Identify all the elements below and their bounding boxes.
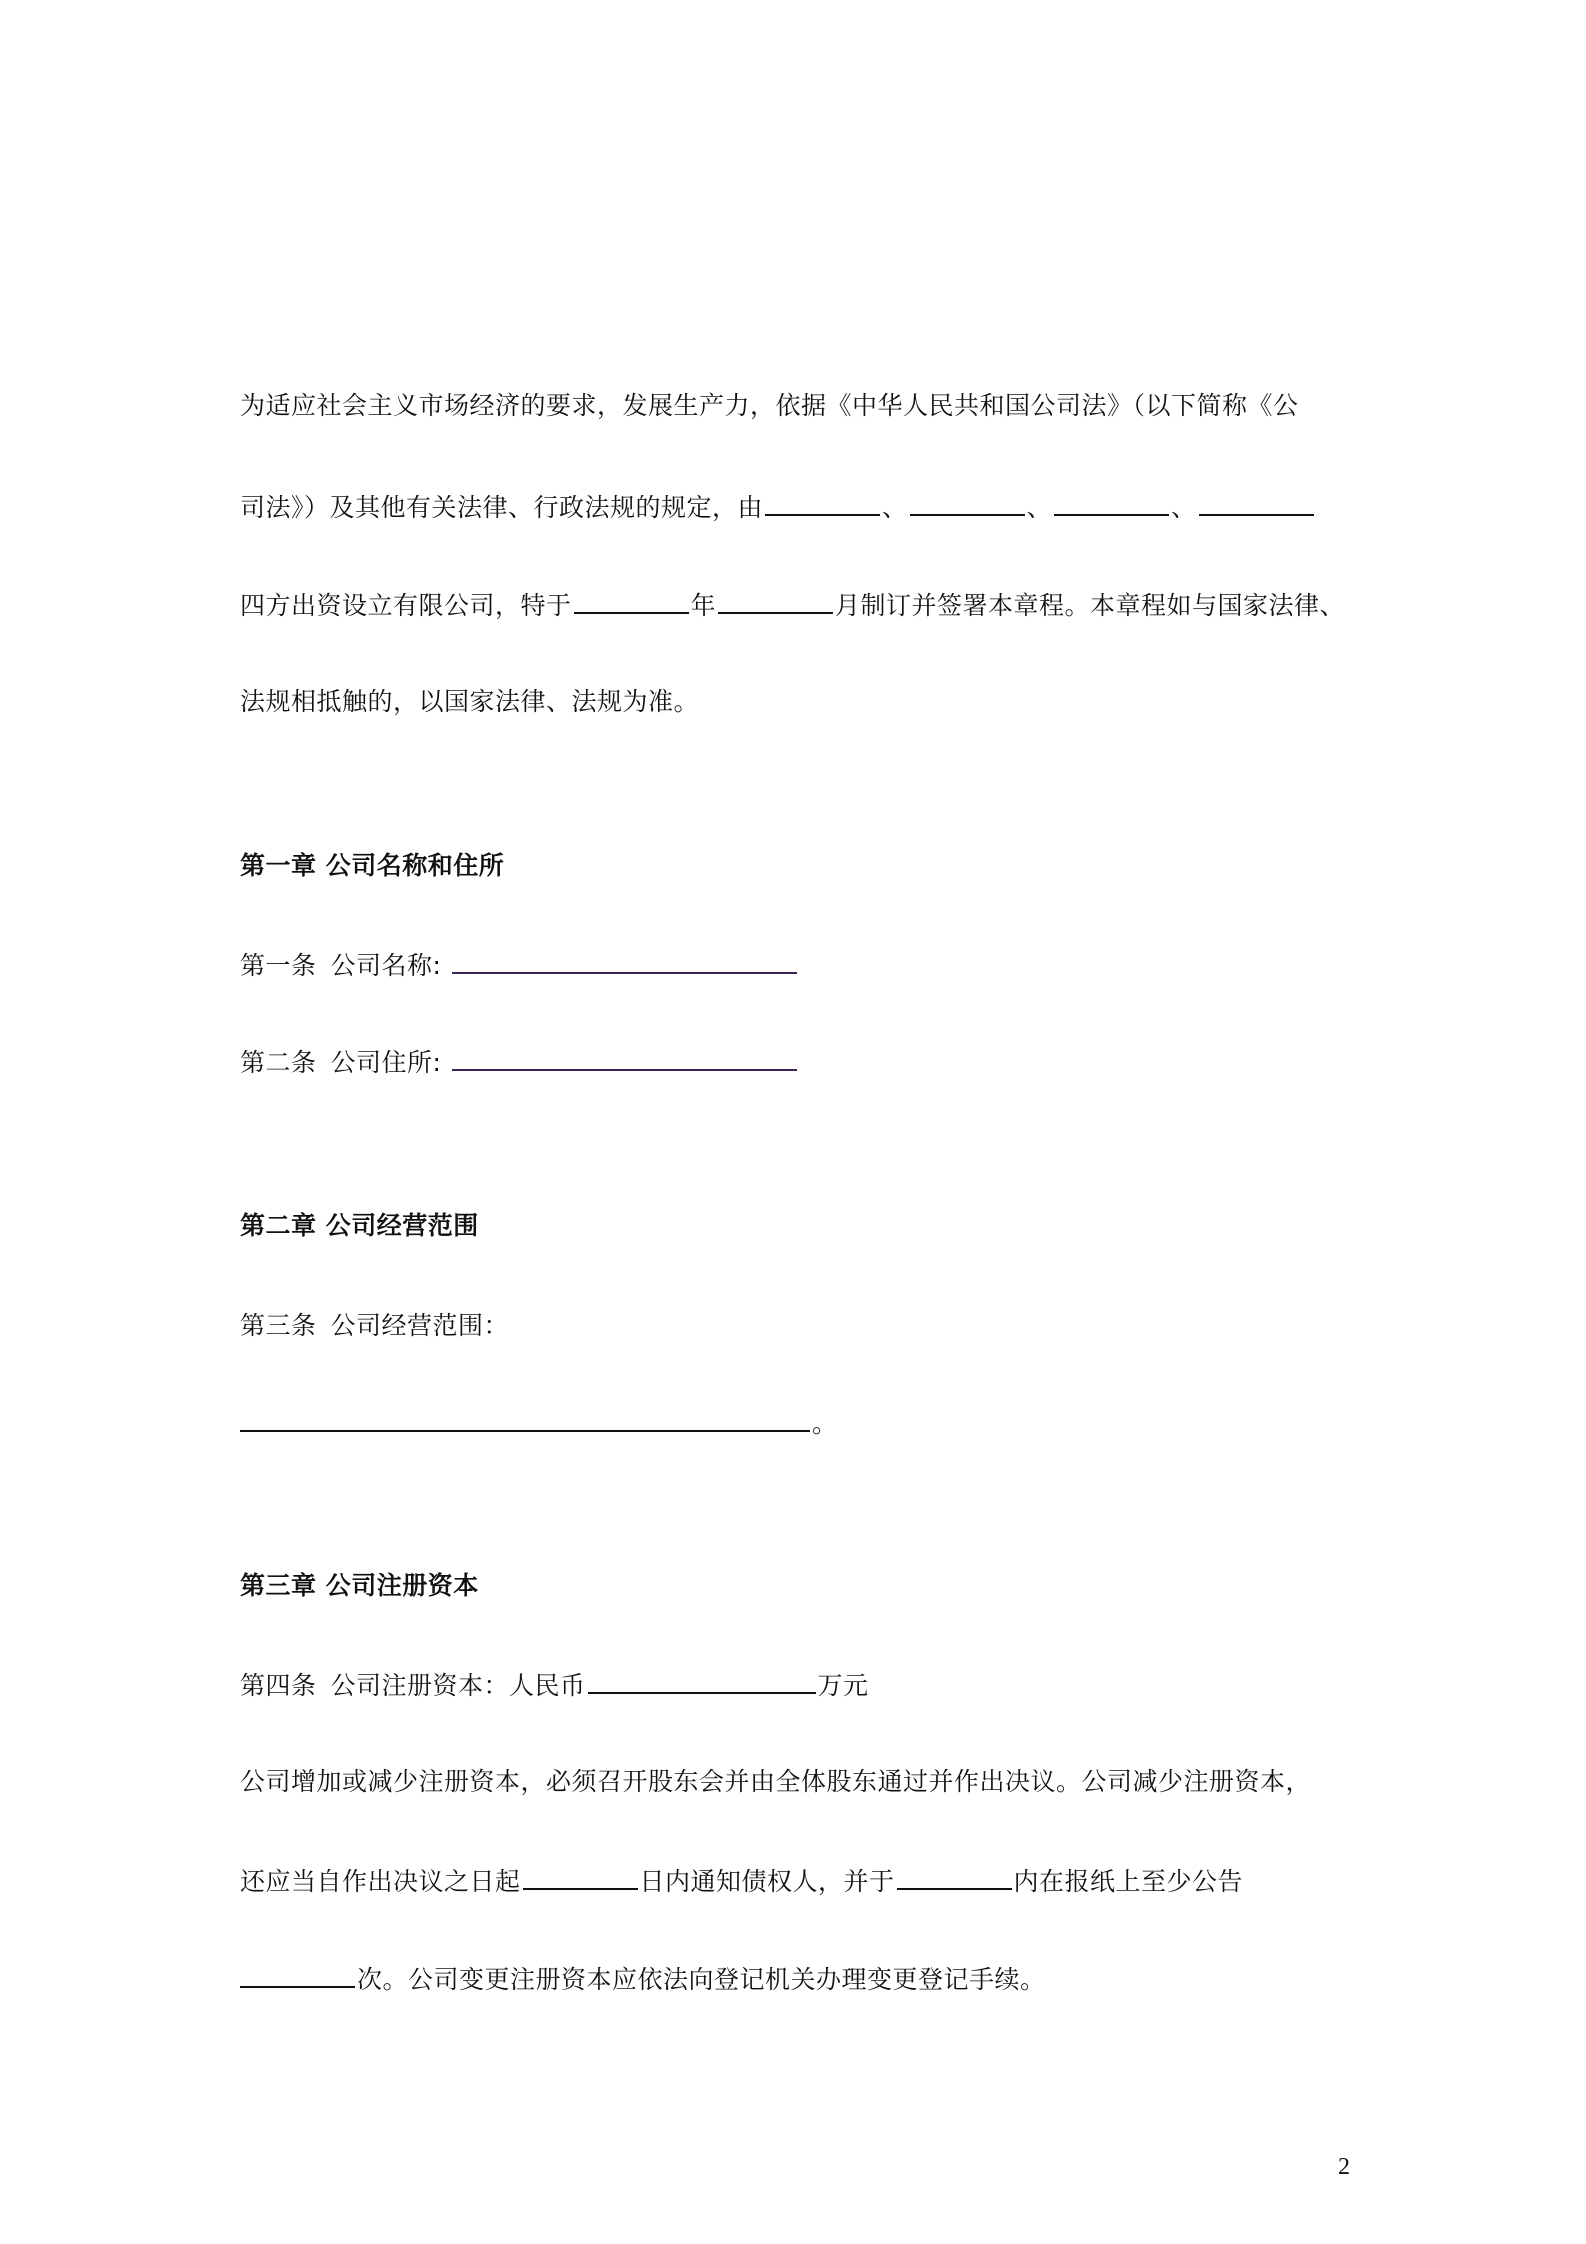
separator: 、 [1026,493,1053,522]
registered-capital-blank[interactable] [588,1670,816,1694]
company-address-blank[interactable] [452,1047,797,1071]
article-3-text: 公司经营范围： [330,1311,510,1340]
preamble-line-1 [240,388,1299,424]
business-scope-blank[interactable] [240,1408,810,1432]
preamble-text-2: 司法》）及其他有关法律、行政法规的规定，由 [240,493,764,522]
capital-change-text-2b: 日内通知债权人，并于 [639,1867,895,1896]
announcement-count-blank[interactable] [240,1964,355,1988]
article-2 [240,1045,799,1081]
company-name-blank[interactable] [452,950,797,974]
capital-change-line-3 [240,1962,1046,1998]
capital-change-line-2 [240,1864,1243,1900]
chapter-2-title-text: 第二章 公司经营范围 [240,1211,479,1240]
article-1 [240,948,799,984]
chapter-2-title [240,1208,479,1244]
capital-change-text-3: 次。公司变更注册资本应依法向登记机关办理变更登记手续。 [357,1965,1046,1994]
preamble-line-4 [240,684,699,720]
capital-change-text-2a: 还应当自作出决议之日起 [240,1867,521,1896]
shareholder-blank-1[interactable] [765,492,880,516]
page-number: 2 [1338,2154,1350,2180]
preamble-text-3a: 四方出资设立有限公司，特于 [240,591,572,620]
article-2-text: 公司住所: [330,1048,442,1077]
capital-change-line-1 [240,1764,1311,1800]
year-label: 年 [690,591,717,620]
month-blank[interactable] [718,590,833,614]
article-4-unit: 万元 [817,1671,869,1700]
article-1-label: 第一条 [240,951,317,980]
preamble-line-3 [240,588,1345,624]
capital-change-text-2c: 内在报纸上至少公告 [1013,1867,1244,1896]
year-blank[interactable] [574,590,689,614]
article-4 [240,1668,869,1704]
preamble-line-2 [240,490,1316,526]
capital-change-text-1: 公司增加或减少注册资本，必须召开股东会并由全体股东通过并作出决议。公司减少注册资本， [240,1767,1312,1796]
separator: 、 [1171,493,1197,522]
chapter-3-title-text: 第三章 公司注册资本 [240,1571,479,1600]
business-scope-end: 。 [812,1409,838,1438]
shareholder-blank-3[interactable] [1054,492,1169,516]
preamble-text-3b: 月制订并签署本章程。本章程如与国家法律、 [835,591,1346,620]
separator: 、 [882,493,908,522]
article-4-text: 公司注册资本：人民币 [330,1671,586,1700]
announcement-period-blank[interactable] [897,1866,1012,1890]
preamble-text-4: 法规相抵触的，以国家法律、法规为准。 [240,687,700,716]
article-2-label: 第二条 [240,1048,317,1077]
article-3-label: 第三条 [240,1311,317,1340]
chapter-1-title-text: 第一章 公司名称和住所 [240,851,505,880]
article-3 [240,1308,509,1344]
chapter-1-title [240,848,504,884]
chapter-3-title [240,1568,479,1604]
notice-days-blank[interactable] [523,1866,638,1890]
article-1-text: 公司名称: [330,951,442,980]
shareholder-blank-4[interactable] [1199,492,1314,516]
shareholder-blank-2[interactable] [910,492,1025,516]
article-4-label: 第四条 [240,1671,317,1700]
business-scope-line [240,1406,838,1442]
preamble-text-1: 为适应社会主义市场经济的要求，发展生产力，依据《中华人民共和国公司法》（以下简称《公 [240,391,1299,420]
